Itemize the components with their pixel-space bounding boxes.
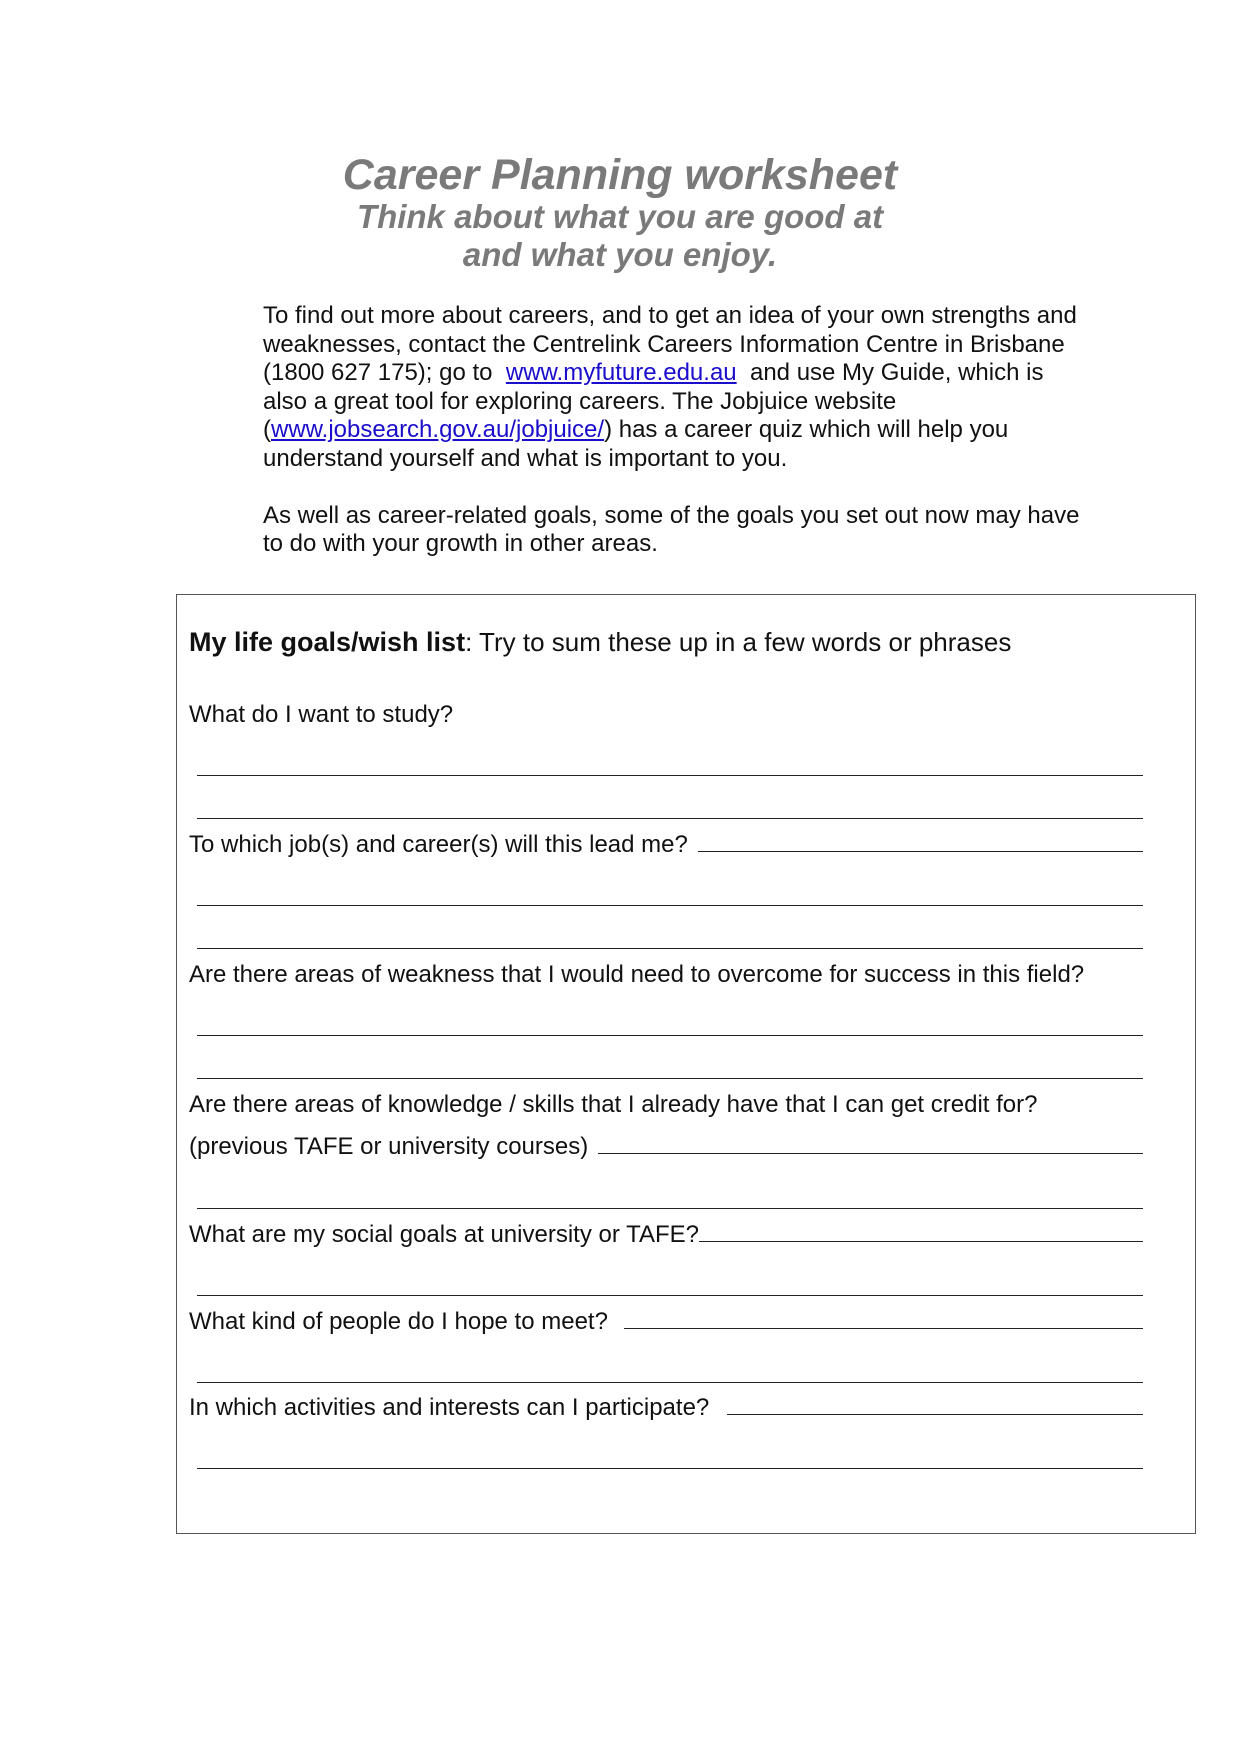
intro-line: (1800 627 175); go to (263, 359, 493, 387)
intro-paragraph-1 (263, 302, 1133, 474)
question-label: What kind of people do I hope to meet? (189, 1308, 608, 1335)
intro-line: ) has a career quiz which will help you (604, 416, 1009, 444)
worksheet-header (0, 152, 1240, 274)
intro-line: To find out more about careers, and to get an idea of your own strengths and (263, 302, 1077, 329)
page-subtitle-line-2: and what you enjoy. (462, 236, 778, 273)
answer-line[interactable] (197, 775, 1143, 776)
goals-heading (189, 627, 1143, 658)
page-title: Career Planning worksheet (342, 151, 898, 199)
intro-text (263, 302, 1133, 559)
question-label: (previous TAFE or university courses) (189, 1133, 589, 1160)
question-people (189, 1308, 1143, 1336)
question-weakness (189, 961, 1143, 989)
question-label: In which activities and interests can I participate? (189, 1394, 710, 1421)
question-social-goals (189, 1221, 1143, 1249)
question-label: Are there areas of weakness that I would need to overcome for success in this field? (189, 961, 1085, 988)
answer-line[interactable] (197, 818, 1143, 819)
question-label: Are there areas of knowledge / skills that I already have that I can get credit for? (189, 1091, 1038, 1118)
answer-line[interactable] (197, 1078, 1143, 1079)
question-label: What do I want to study? (189, 701, 454, 728)
intro-line: As well as career-related goals, some of the goals you set out now may have (263, 501, 1080, 529)
answer-line[interactable] (698, 831, 1143, 852)
intro-line: to do with your growth in other areas. (263, 530, 658, 558)
question-credit-courses (189, 1133, 1143, 1161)
intro-line: weaknesses, contact the Centrelink Careers Information Centre in Brisbane (263, 330, 1065, 358)
answer-line[interactable] (699, 1221, 1143, 1242)
question-credit (189, 1091, 1143, 1119)
answer-line[interactable] (598, 1133, 1143, 1154)
answer-line[interactable] (197, 905, 1143, 906)
jobjuice-link[interactable]: www.jobsearch.gov.au/jobjuice/ (271, 416, 605, 444)
answer-line[interactable] (727, 1394, 1143, 1415)
question-activities (189, 1394, 1143, 1422)
question-study (189, 701, 1143, 729)
life-goals-box (176, 594, 1196, 1534)
answer-line[interactable] (197, 1382, 1143, 1383)
answer-line[interactable] (197, 1208, 1143, 1209)
intro-line: also a great tool for exploring careers. The Jobjuice website (263, 387, 897, 415)
answer-line[interactable] (624, 1308, 1143, 1329)
question-label: To which job(s) and career(s) will this lead me? (189, 831, 688, 858)
intro-line: understand yourself and what is important to you. (263, 444, 788, 472)
question-label: What are my social goals at university or TAFE? (189, 1221, 699, 1248)
intro-paragraph-2 (263, 502, 1133, 559)
answer-line[interactable] (197, 1035, 1143, 1036)
question-career (189, 831, 1143, 859)
answer-line[interactable] (197, 948, 1143, 949)
goals-heading-rest: : Try to sum these up in a few words or phrases (465, 627, 1012, 657)
answer-line[interactable] (197, 1468, 1143, 1469)
myfuture-link[interactable]: www.myfuture.edu.au (505, 359, 737, 387)
page-subtitle-line-1: Think about what you are good at (356, 198, 884, 235)
intro-line: and use My Guide, which is (749, 359, 1044, 387)
goals-heading-bold: My life goals/wish list (189, 627, 466, 657)
answer-line[interactable] (197, 1295, 1143, 1296)
intro-line: ( (263, 416, 271, 444)
